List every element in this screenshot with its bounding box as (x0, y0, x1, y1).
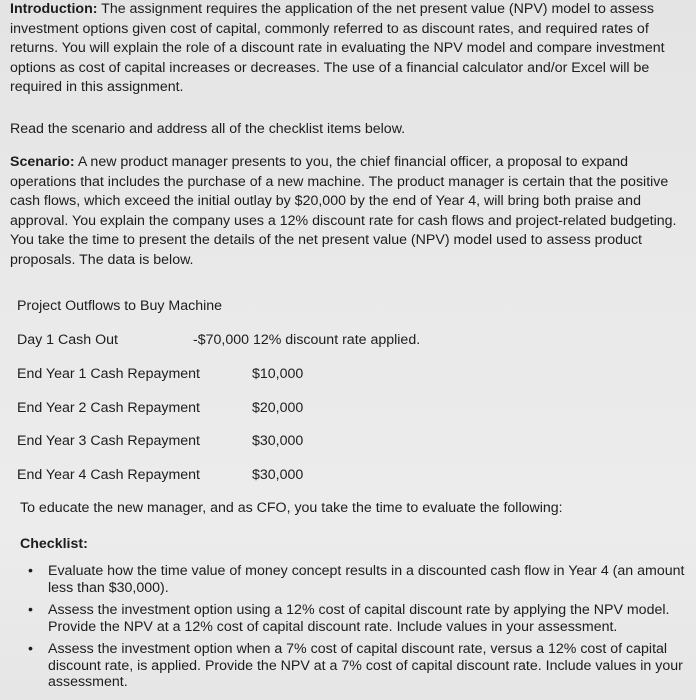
cash-row-amount: $30,000 (252, 467, 304, 483)
checklist-item-text: Assess the investment option using a 12% cost of capital discount rate by applying the NPV model. Provide the NPV at a 12% cost of capital discount rate. Include values in your assessment. (48, 602, 670, 635)
scenario-paragraph (10, 153, 690, 270)
cash-row-label: End Year 3 Cash Repayment (17, 433, 200, 449)
educate-line: To educate the new manager, and as CFO, you take the time to evaluate the following: (20, 500, 563, 516)
scenario-text: A new product manager presents to you, the chief financial officer, a proposal to expand operations that includes the purchase of a new machine. The product manager is certain that the positive cash flows, which exceed the initial outlay by $20,000 by the end of Year 4, will bring both praise and approval. You explain the company uses a 12% discount rate for cash flows and project-related budgeting. You take the time to present the details of the net present value (NPV) model used to assess product proposals. The data is below. (10, 154, 677, 268)
cash-row-label: End Year 2 Cash Repayment (17, 400, 200, 416)
intro-text: The assignment requires the application of the net present value (NPV) model to assess investment options given cost of capital, commonly referred to as discount rates, and required rates of returns. You will explain the role of a discount rate in evaluating the NPV model and compare investment options as cost of capital increases or decreases. The use of a financial calculator and/or Excel will be required in this assignment. (10, 1, 665, 95)
cash-row-label: End Year 1 Cash Repayment (17, 366, 200, 382)
cash-row-amount: $30,000 (252, 433, 304, 449)
cash-row-label: Day 1 Cash Out (17, 332, 118, 348)
cash-row-amount: -$70,000 12% discount rate applied. (193, 332, 421, 348)
checklist (22, 563, 687, 697)
cash-row-amount: $20,000 (252, 400, 304, 416)
list-item (22, 563, 687, 596)
checklist-title: Checklist: (20, 536, 88, 552)
intro-label: Introduction: (10, 1, 98, 17)
cash-row-label: End Year 4 Cash Repayment (17, 467, 200, 483)
scenario-label: Scenario: (10, 154, 75, 170)
checklist-item-text: Assess the investment option when a 7% cost of capital discount rate, versus a 12% cost of capital discount rate, is applied. Provide the NPV at a 7% cost of capital discount rate. Include values in your assessment. (48, 641, 683, 690)
bullet-icon: • (28, 563, 33, 579)
intro-paragraph (10, 0, 690, 98)
list-item (22, 602, 687, 635)
bullet-icon: • (28, 641, 33, 657)
read-instruction: Read the scenario and address all of the checklist items below. (10, 121, 406, 137)
project-heading: Project Outflows to Buy Machine (17, 298, 223, 314)
bullet-icon: • (28, 602, 33, 618)
cash-row-amount: $10,000 (252, 366, 304, 382)
list-item (22, 641, 687, 691)
checklist-item-text: Evaluate how the time value of money concept results in a discounted cash flow in Year 4 (an amount less than $30,000). (48, 563, 685, 596)
